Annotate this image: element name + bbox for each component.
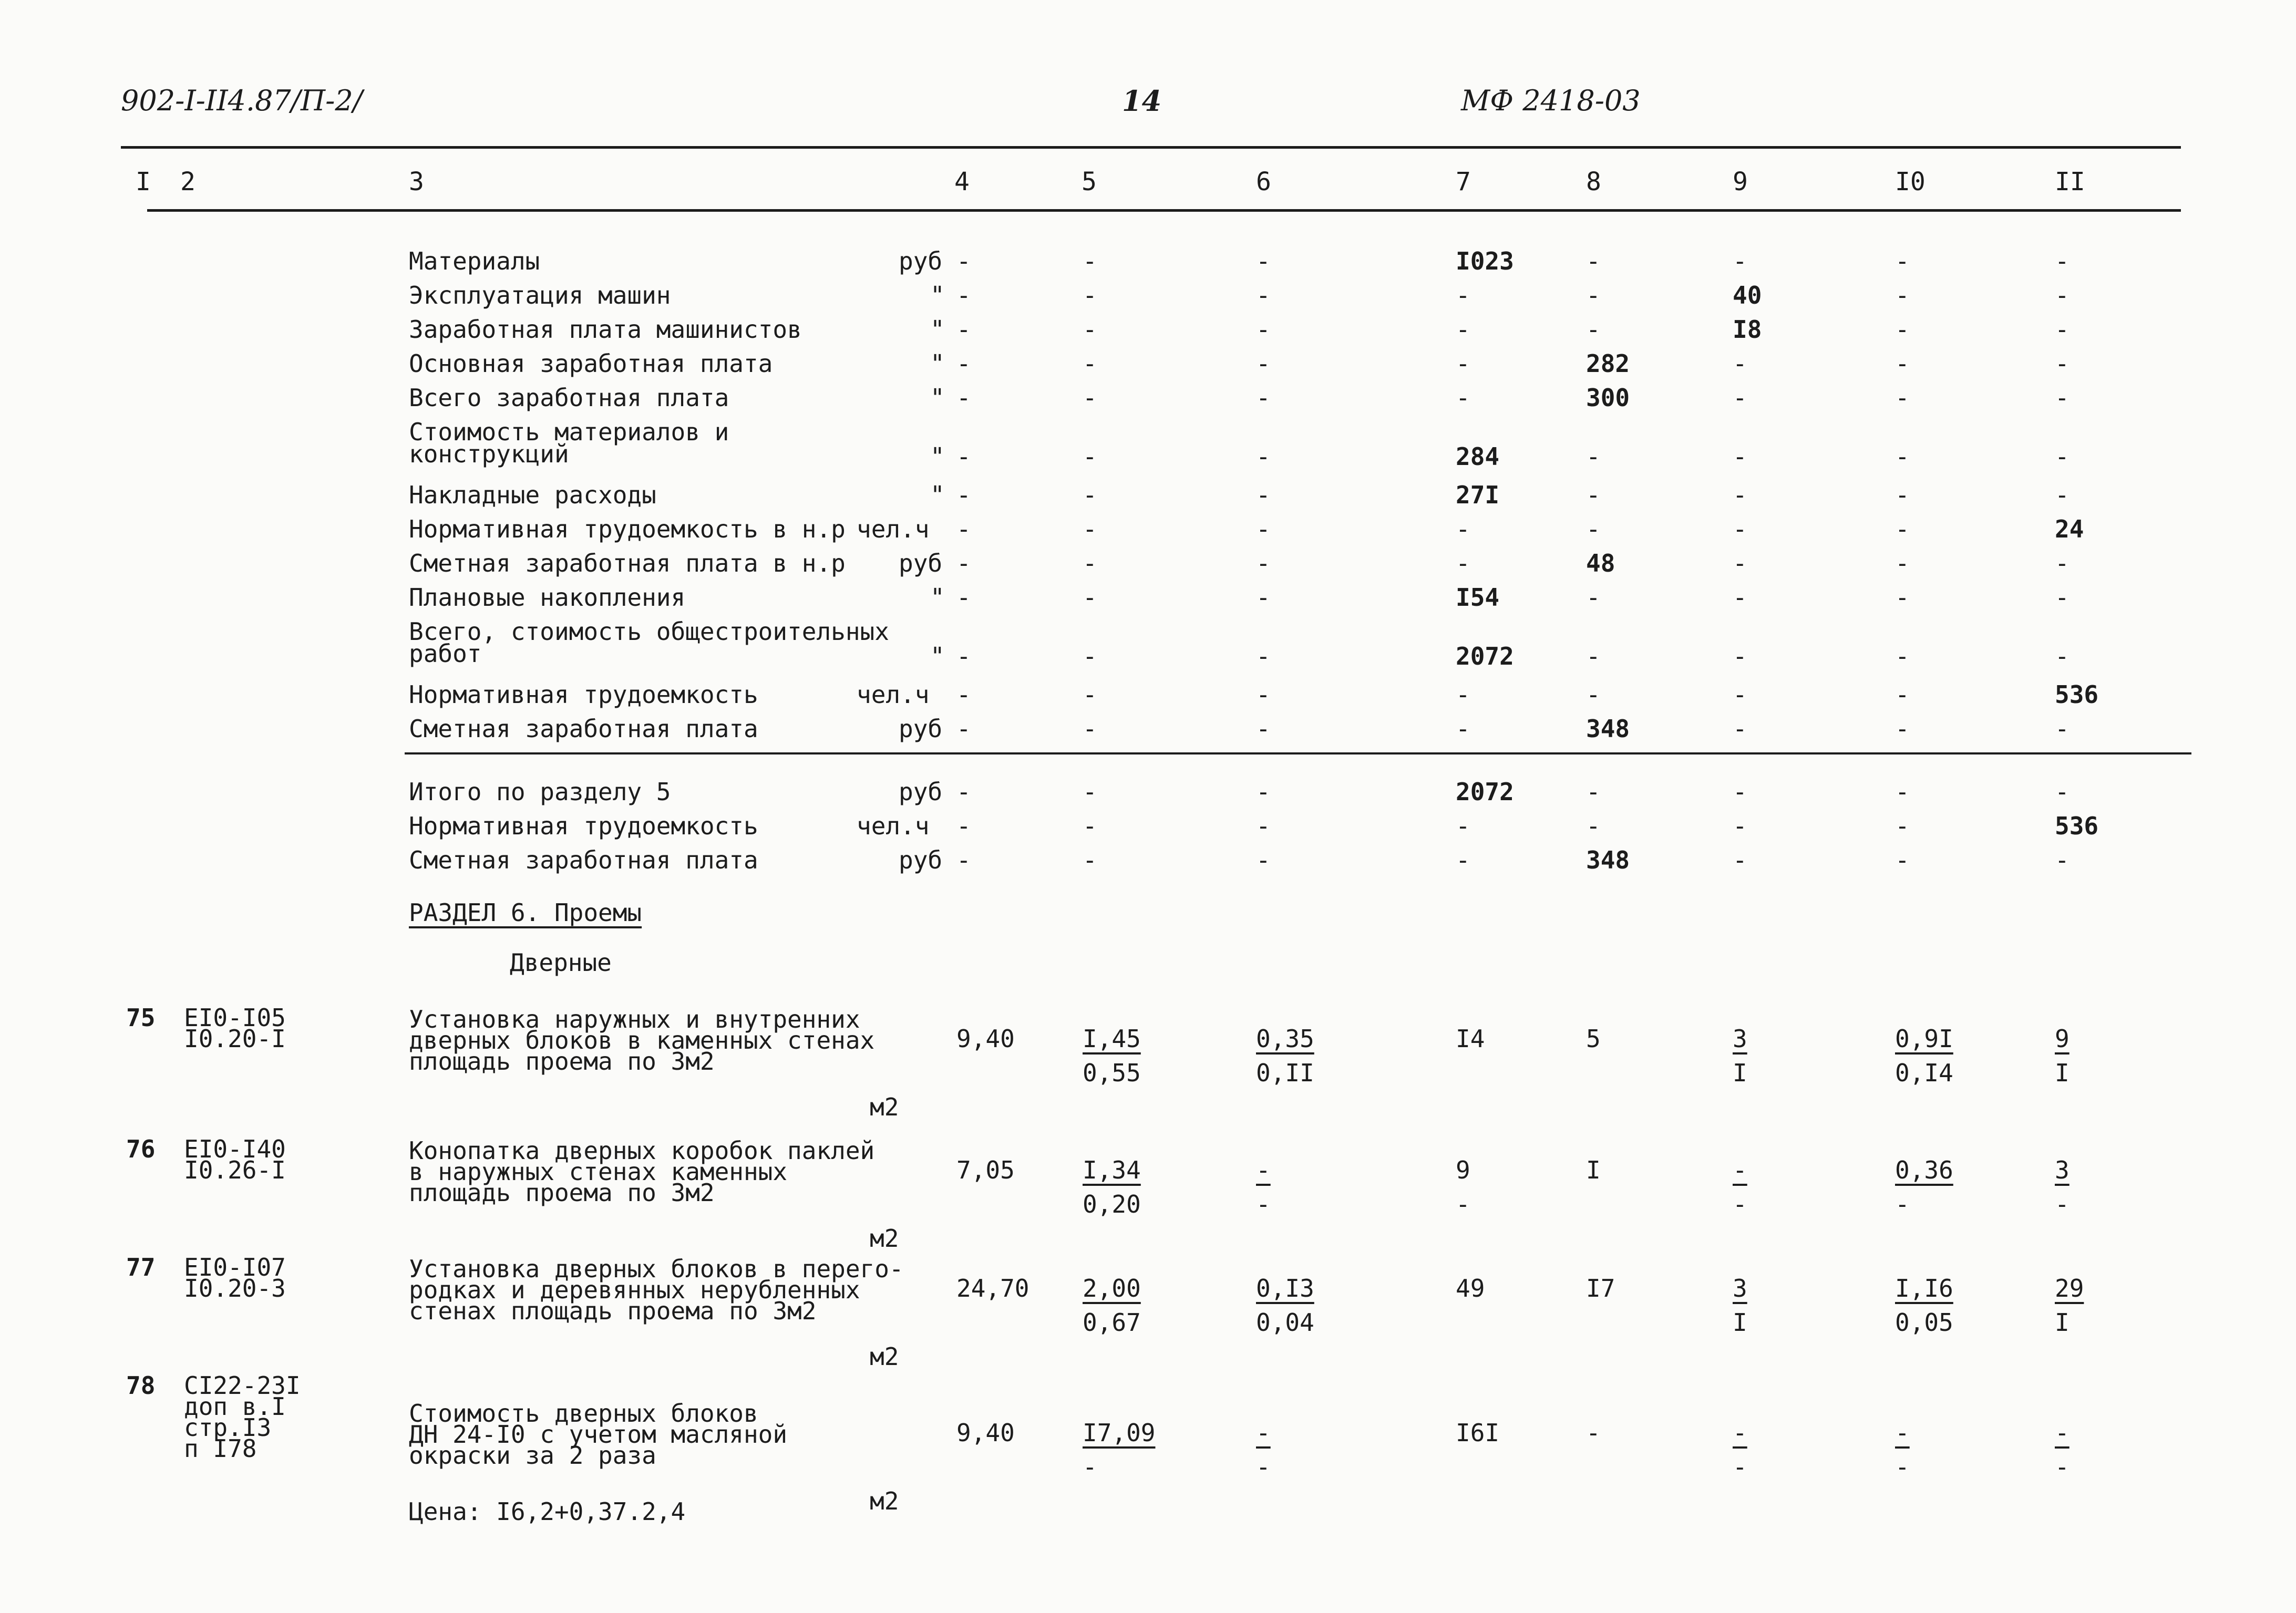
value-cell: - [1083, 247, 1097, 275]
value-cell: I,I6 [1895, 1274, 1953, 1302]
item-code: I0.20-3 [184, 1274, 286, 1302]
value-cell: - [1895, 1419, 1910, 1447]
value-cell: - [1456, 315, 1470, 344]
value-cell: - [1586, 515, 1601, 543]
value-cell: 3 [2055, 1156, 2070, 1184]
value-cell: - [1586, 680, 1601, 709]
unit-cell: руб [899, 715, 943, 743]
value-cell: 24,70 [956, 1274, 1029, 1302]
item-code: EI0-I07 [184, 1253, 286, 1281]
value-cell: - [1733, 515, 1747, 543]
value-cell: - [1733, 583, 1747, 612]
value-cell: - [956, 642, 971, 670]
value-cell: - [1895, 715, 1910, 743]
value-cell: - [1895, 1190, 1910, 1218]
value-cell: I7 [1586, 1274, 1615, 1302]
value-cell: - [1083, 583, 1097, 612]
item-number: 78 [126, 1371, 156, 1400]
value-cell: - [1083, 281, 1097, 309]
row-label: Сметная заработная плата в н.р [409, 549, 846, 577]
value-cell: 9,40 [956, 1419, 1015, 1447]
item-number: 75 [126, 1004, 156, 1032]
value-cell: - [1895, 778, 1910, 806]
row-label: Итого по разделу 5 [409, 778, 671, 806]
item-description: дверных блоков в каменных стенах [409, 1026, 875, 1054]
value-cell: - [1456, 1190, 1470, 1218]
item-description: площадь проема по 3м2 [409, 1178, 715, 1207]
value-cell: - [1895, 442, 1910, 471]
value-cell: - [1895, 680, 1910, 709]
unit-cell: чел.ч [857, 680, 930, 709]
value-cell: 2072 [1456, 778, 1514, 806]
value-cell: - [1083, 384, 1097, 412]
value-cell: - [1733, 680, 1747, 709]
item-code: I0.20-I [184, 1025, 286, 1053]
value-cell: - [1083, 680, 1097, 709]
value-cell: - [1586, 247, 1601, 275]
row-label: Плановые накопления [409, 583, 686, 612]
value-cell: - [1733, 642, 1747, 670]
column-header: 3 [409, 167, 424, 197]
unit-cell: руб [899, 846, 943, 874]
column-header: 8 [1586, 167, 1601, 197]
item-description: Стоимость дверных блоков [409, 1399, 758, 1428]
value-cell: - [1083, 442, 1097, 471]
value-cell: 2,00 [1083, 1274, 1141, 1302]
value-cell: - [1256, 1190, 1271, 1218]
value-cell: - [2055, 846, 2070, 874]
row-label: Сметная заработная плата [409, 715, 758, 743]
value-cell: - [1733, 1190, 1747, 1218]
value-cell: - [1895, 812, 1910, 840]
value-cell: - [1256, 642, 1271, 670]
value-cell: - [1733, 715, 1747, 743]
value-cell: - [1733, 778, 1747, 806]
value-cell: - [1733, 1419, 1747, 1447]
header-top-rule [121, 146, 2181, 149]
value-cell: - [2055, 281, 2070, 309]
column-header: 5 [1082, 167, 1097, 197]
value-cell: 0,05 [1895, 1308, 1953, 1337]
value-cell: - [1733, 846, 1747, 874]
value-cell: I,34 [1083, 1156, 1141, 1184]
value-cell: - [1733, 1156, 1747, 1184]
subsection-title: Дверные [510, 948, 612, 977]
value-cell: 40 [1733, 281, 1762, 309]
item-description: площадь проема по 3м2 [409, 1047, 715, 1076]
item-description: Конопатка дверных коробок паклей [409, 1136, 875, 1165]
value-cell: 536 [2055, 680, 2099, 709]
value-cell: - [1256, 281, 1271, 309]
row-label-cont: работ [409, 639, 482, 668]
value-cell: - [1083, 812, 1097, 840]
value-cell: - [1586, 281, 1601, 309]
value-cell: 9,40 [956, 1025, 1015, 1053]
unit-cell: " [930, 349, 945, 378]
column-header: 4 [954, 167, 970, 197]
value-cell: - [1586, 812, 1601, 840]
unit-cell: " [930, 384, 945, 412]
value-cell: - [1895, 515, 1910, 543]
value-cell: - [956, 247, 971, 275]
value-cell: 300 [1586, 384, 1630, 412]
value-cell: - [2055, 715, 2070, 743]
value-cell: - [1895, 549, 1910, 577]
value-cell: 0,55 [1083, 1059, 1141, 1087]
value-cell: - [1083, 715, 1097, 743]
value-cell: - [1895, 247, 1910, 275]
item-description: родках и деревянных нерубленных [409, 1276, 860, 1304]
row-label: Материалы [409, 247, 540, 275]
value-cell: - [956, 515, 971, 543]
value-cell: - [2055, 642, 2070, 670]
value-cell: - [1733, 1453, 1747, 1481]
value-cell: - [2055, 481, 2070, 509]
value-cell: I [1586, 1156, 1601, 1184]
value-cell: - [1586, 481, 1601, 509]
column-header: II [2055, 167, 2085, 197]
item-code: EI0-I05 [184, 1004, 286, 1032]
unit-cell: " [930, 583, 945, 612]
value-cell: - [1256, 247, 1271, 275]
value-cell: - [2055, 442, 2070, 471]
value-cell: - [1083, 349, 1097, 378]
value-cell: 0,04 [1256, 1308, 1314, 1337]
value-cell: - [2055, 247, 2070, 275]
value-cell: - [2055, 315, 2070, 344]
unit-cell: " [930, 481, 945, 509]
value-cell: 24 [2055, 515, 2084, 543]
value-cell: - [1256, 384, 1271, 412]
value-cell: I54 [1456, 583, 1500, 612]
value-cell: 536 [2055, 812, 2099, 840]
row-label: Эксплуатация машин [409, 281, 671, 309]
value-cell: - [956, 442, 971, 471]
value-cell: - [1586, 1419, 1601, 1447]
value-cell: - [956, 481, 971, 509]
value-cell: - [1733, 812, 1747, 840]
value-cell: - [1083, 315, 1097, 344]
value-cell: - [1456, 384, 1470, 412]
unit-cell: " [930, 642, 945, 670]
value-cell: - [1256, 583, 1271, 612]
value-cell: 49 [1456, 1274, 1485, 1302]
value-cell: - [1083, 846, 1097, 874]
value-cell: 0,I3 [1256, 1274, 1314, 1302]
value-cell: - [1083, 515, 1097, 543]
value-cell: I [2055, 1308, 2070, 1337]
column-header: 2 [180, 167, 195, 197]
row-label-cont: конструкций [409, 440, 569, 468]
column-header: 7 [1456, 167, 1471, 197]
unit-cell: чел.ч [857, 515, 930, 543]
value-cell: - [1586, 315, 1601, 344]
value-cell: - [1256, 778, 1271, 806]
value-cell: 0,36 [1895, 1156, 1953, 1184]
value-cell: - [956, 549, 971, 577]
header-bottom-rule [147, 209, 2181, 212]
value-cell: - [1256, 481, 1271, 509]
item-number: 76 [126, 1135, 156, 1163]
value-cell: 284 [1456, 442, 1500, 471]
value-cell: - [1456, 281, 1470, 309]
item-code: п I78 [184, 1434, 257, 1463]
unit-cell: м2 [870, 1224, 899, 1253]
item-code: I0.26-I [184, 1156, 286, 1184]
value-cell: 0,I4 [1895, 1059, 1953, 1087]
price-note: Цена: I6,2+0,37.2,4 [409, 1497, 686, 1526]
value-cell: - [2055, 778, 2070, 806]
value-cell: - [1256, 1453, 1271, 1481]
value-cell: 3 [1733, 1274, 1747, 1302]
value-cell: - [1256, 515, 1271, 543]
value-cell: I [1733, 1308, 1747, 1337]
value-cell: - [1456, 549, 1470, 577]
value-cell: 0,35 [1256, 1025, 1314, 1053]
item-code: CI22-23I [184, 1371, 301, 1400]
item-code: стр.I3 [184, 1413, 272, 1442]
unit-cell: руб [899, 549, 943, 577]
value-cell: - [1895, 846, 1910, 874]
row-label: Сметная заработная плата [409, 846, 758, 874]
value-cell: - [1733, 549, 1747, 577]
value-cell: 0,20 [1083, 1190, 1141, 1218]
unit-cell: руб [899, 247, 943, 275]
column-header: 9 [1733, 167, 1748, 197]
document-code: 902-I-II4.87/П-2/ [121, 84, 363, 117]
value-cell: - [956, 281, 971, 309]
unit-cell: м2 [870, 1093, 899, 1121]
value-cell: - [1733, 384, 1747, 412]
value-cell: - [1456, 680, 1470, 709]
value-cell: - [1256, 442, 1271, 471]
row-label: Нормативная трудоемкость [409, 680, 758, 709]
value-cell: - [1256, 680, 1271, 709]
value-cell: - [1456, 715, 1470, 743]
item-description: в наружных стенах каменных [409, 1157, 788, 1186]
value-cell: - [1083, 778, 1097, 806]
value-cell: - [1083, 549, 1097, 577]
sheet-code: МФ 2418-03 [1461, 84, 1641, 117]
value-cell: - [1586, 583, 1601, 612]
page-number: 14 [1122, 84, 1162, 118]
value-cell: - [1083, 1453, 1097, 1481]
row-label: Накладные расходы [409, 481, 656, 509]
column-header: I0 [1895, 167, 1926, 197]
value-cell: - [956, 680, 971, 709]
value-cell: I [2055, 1059, 2070, 1087]
value-cell: - [1895, 583, 1910, 612]
value-cell: 9 [1456, 1156, 1470, 1184]
value-cell: - [1456, 515, 1470, 543]
unit-cell: чел.ч [857, 812, 930, 840]
value-cell: - [956, 583, 971, 612]
value-cell: I023 [1456, 247, 1514, 275]
value-cell: - [1256, 846, 1271, 874]
value-cell: - [1733, 481, 1747, 509]
unit-cell: " [930, 442, 945, 471]
value-cell: I8 [1733, 315, 1762, 344]
value-cell: - [1256, 549, 1271, 577]
value-cell: - [2055, 1190, 2070, 1218]
value-cell: - [1256, 715, 1271, 743]
item-code: EI0-I40 [184, 1135, 286, 1163]
value-cell: - [956, 715, 971, 743]
value-cell: - [1256, 812, 1271, 840]
row-label: Нормативная трудоемкость в н.р [409, 515, 846, 543]
value-cell: I,45 [1083, 1025, 1141, 1053]
value-cell: - [1586, 642, 1601, 670]
value-cell: - [1256, 349, 1271, 378]
value-cell: - [1256, 1419, 1271, 1447]
value-cell: I [1733, 1059, 1747, 1087]
unit-cell: " [930, 281, 945, 309]
unit-cell: м2 [870, 1487, 899, 1515]
value-cell: I6I [1456, 1419, 1500, 1447]
item-description: Установка дверных блоков в перего- [409, 1255, 904, 1283]
row-label: Заработная плата машинистов [409, 315, 802, 344]
value-cell: - [1895, 481, 1910, 509]
value-cell: - [2055, 349, 2070, 378]
value-cell: - [1256, 1156, 1271, 1184]
item-description: стенах площадь проема по 3м2 [409, 1297, 817, 1325]
value-cell: 282 [1586, 349, 1630, 378]
value-cell: 9 [2055, 1025, 2070, 1053]
value-cell: - [1733, 442, 1747, 471]
value-cell: 2072 [1456, 642, 1514, 670]
unit-cell: м2 [870, 1342, 899, 1371]
value-cell: 48 [1586, 549, 1615, 577]
item-description: Установка наружных и внутренних [409, 1005, 860, 1033]
value-cell: I7,09 [1083, 1419, 1156, 1447]
column-header: 6 [1256, 167, 1271, 197]
value-cell: - [956, 778, 971, 806]
value-cell: - [1456, 349, 1470, 378]
value-cell: - [956, 315, 971, 344]
value-cell: - [1586, 778, 1601, 806]
section-title: РАЗДЕЛ 6. Проемы [409, 898, 642, 927]
value-cell: 5 [1586, 1025, 1601, 1053]
value-cell: - [1895, 1453, 1910, 1481]
value-cell: 3 [1733, 1025, 1747, 1053]
value-cell: 7,05 [956, 1156, 1015, 1184]
value-cell: - [1586, 442, 1601, 471]
item-code: доп в.I [184, 1392, 286, 1421]
value-cell: - [1456, 846, 1470, 874]
value-cell: 0,67 [1083, 1308, 1141, 1337]
value-cell: I4 [1456, 1025, 1485, 1053]
item-number: 77 [126, 1253, 156, 1281]
value-cell: - [2055, 1419, 2070, 1447]
value-cell: - [1083, 642, 1097, 670]
column-header: I [136, 167, 151, 197]
item-description: ДН 24-I0 с учетом масляной [409, 1420, 788, 1449]
value-cell: - [1733, 247, 1747, 275]
row-label: Всего, стоимость общестроительных [409, 617, 889, 646]
value-cell: 0,II [1256, 1059, 1314, 1087]
value-cell: - [2055, 384, 2070, 412]
item-description: окраски за 2 раза [409, 1441, 656, 1470]
value-cell: 27I [1456, 481, 1500, 509]
value-cell: 348 [1586, 846, 1630, 874]
value-cell: - [956, 812, 971, 840]
value-cell: - [1895, 281, 1910, 309]
value-cell: - [1256, 315, 1271, 344]
section-total-rule [405, 752, 2191, 754]
unit-cell: руб [899, 778, 943, 806]
value-cell: - [1895, 349, 1910, 378]
value-cell: - [2055, 583, 2070, 612]
row-label: Нормативная трудоемкость [409, 812, 758, 840]
row-label: Всего заработная плата [409, 384, 729, 412]
value-cell: - [956, 349, 971, 378]
value-cell: - [2055, 549, 2070, 577]
value-cell: 0,9I [1895, 1025, 1953, 1053]
unit-cell: " [930, 315, 945, 344]
value-cell: - [956, 384, 971, 412]
value-cell: - [1895, 315, 1910, 344]
value-cell: - [1083, 481, 1097, 509]
value-cell: - [1895, 642, 1910, 670]
value-cell: - [956, 846, 971, 874]
value-cell: - [1895, 384, 1910, 412]
value-cell: 348 [1586, 715, 1630, 743]
row-label: Основная заработная плата [409, 349, 773, 378]
value-cell: - [2055, 1453, 2070, 1481]
row-label: Стоимость материалов и [409, 418, 729, 446]
value-cell: - [1733, 349, 1747, 378]
value-cell: 29 [2055, 1274, 2084, 1302]
value-cell: - [1456, 812, 1470, 840]
